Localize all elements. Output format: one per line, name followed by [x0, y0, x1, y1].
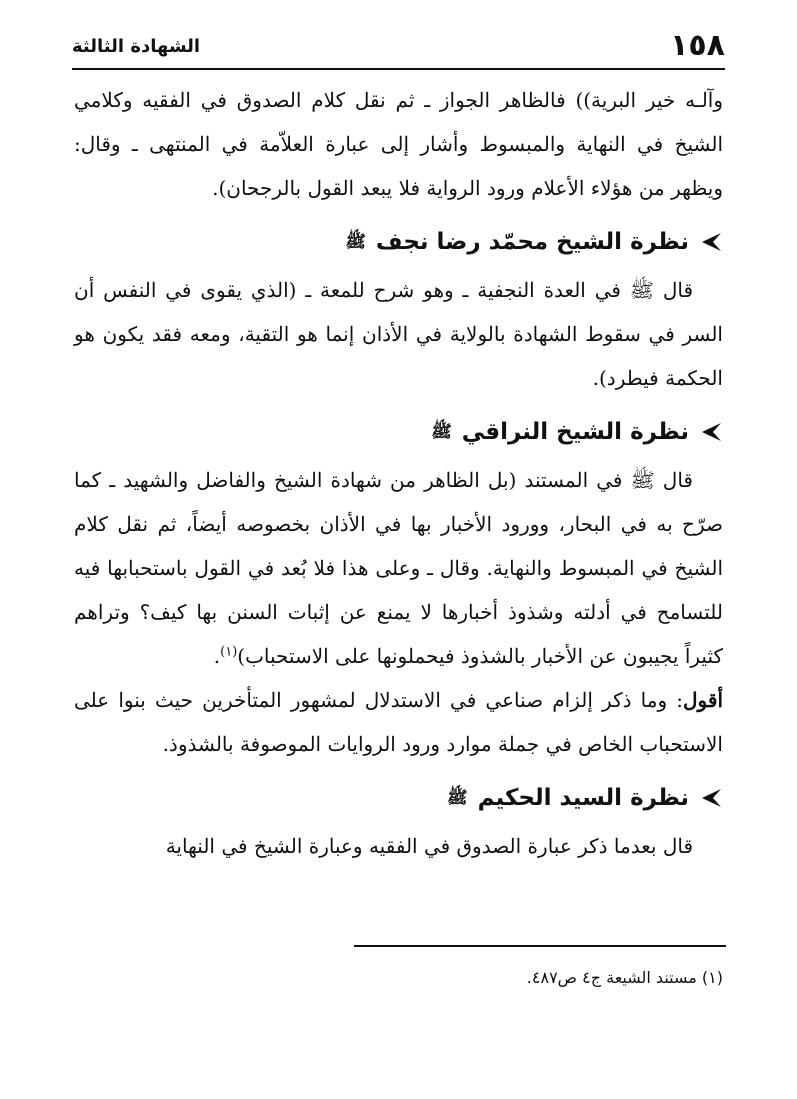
paragraph-3-text: قال ﷺ في المستند (بل الظاهر من شهادة الشيخ والفاضل والشهيد ـ كما صرّح به في البحار، وورود الأخبار بها في الأذان بخصوصه أيضاً، ثم نقل كلام الشيخ في المبسوط والنهاية. وقال ـ وعلى هذا فلا بُعد في القول باستحبابها فيه للتسامح في أدلته وشذوذ أخبارها لا يمنع عن إثبات السنن بها كيف؟ وتراهم كثيراً يجيبون عن الأخبار بالشذوذ فيحملونها على الاستحباب) — [74, 468, 723, 668]
running-title: الشهادة الثالثة — [72, 36, 201, 57]
arrow-bullet-icon — [699, 786, 723, 810]
arrow-bullet-icon — [699, 420, 723, 444]
heading-hakim — [74, 772, 723, 824]
paragraph-5: قال بعدما ذكر عبارة الصدوق في الفقيه وعبارة الشيخ في النهاية — [165, 834, 693, 858]
header-rule — [72, 68, 725, 70]
page-number: ١٥٨ — [670, 28, 725, 63]
footnote-marker: (١) — [220, 644, 238, 660]
paragraph-4 — [74, 678, 723, 766]
paragraph-1: وآلـه خير البرية)) فالظاهر الجواز ـ ثم نقل كلام الصدوق في الفقيه وكلامي الشيخ في النهاية والمبسوط وأشار إلى عبارة العلاّمة في المنتهى ـ وقال: ويظهر من هؤلاء الأعلام ورود الرواية فلا يبعد القول بالرجحان). — [74, 88, 723, 200]
paragraph-3 — [74, 458, 723, 678]
paragraph-2: قال ﷺ في العدة النجفية ـ وهو شرح للمعة ـ (الذي يقوى في النفس أن السر في سقوط الشهادة بالولاية في الأذان إنما هو التقية، ومعه فقد يكون هو الحكمة فيطرد). — [74, 278, 723, 390]
heading-naraqi — [74, 406, 723, 458]
honorific-icon: ﷺ — [431, 422, 452, 442]
main-text — [74, 78, 723, 868]
aqulu-label: أقول — [683, 688, 723, 712]
page-header — [72, 28, 725, 68]
footnote-rule — [354, 945, 726, 947]
heading-najaf — [74, 216, 723, 268]
heading-najaf-text: نظرة الشيخ محمّد رضا نجف — [375, 229, 689, 255]
heading-hakim-text: نظرة السيد الحكيم — [477, 785, 689, 811]
paragraph-4-text: : وما ذكر إلزام صناعي في الاستدلال لمشهور المتأخرين حيث بنوا على الاستحباب الخاص في جملة موارد ورود الروايات الموصوفة بالشذوذ. — [74, 688, 723, 756]
arrow-bullet-icon — [699, 230, 723, 254]
paragraph-3-end: . — [213, 644, 221, 668]
honorific-icon: ﷺ — [345, 232, 366, 252]
footnote: (١) مستند الشيعة ج٤ ص٤٨٧. — [526, 968, 723, 987]
honorific-icon: ﷺ — [447, 788, 468, 808]
heading-naraqi-text: نظرة الشيخ النراقي — [461, 419, 689, 445]
